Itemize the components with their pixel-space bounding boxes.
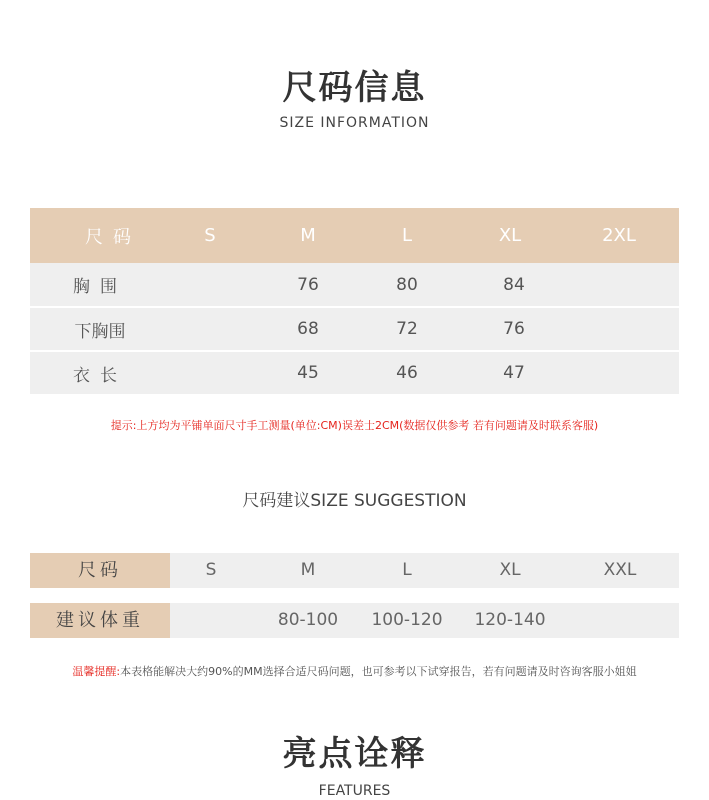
row-label: 胸围: [73, 277, 127, 297]
table-row: [30, 352, 679, 394]
suggestion-size-s: S: [205, 560, 217, 580]
suggestion-size-xl: XL: [499, 560, 521, 580]
tip-prefix: 温馨提醒:: [72, 665, 121, 678]
suggestion-size-row: [30, 553, 679, 588]
size-table: [30, 208, 679, 394]
suggestion-title: 尺码建议SIZE SUGGESTION: [242, 491, 467, 511]
features-title: 亮点诠释: [282, 734, 427, 774]
page-subtitle: SIZE INFORMATION: [279, 115, 430, 131]
table-cell: 84: [503, 274, 525, 295]
table-cell: 46: [396, 363, 418, 383]
suggestion-size-l: L: [402, 560, 412, 580]
table-row: [30, 263, 679, 306]
table-cell: 76: [297, 274, 319, 295]
table-cell: 68: [297, 319, 319, 339]
weight-cell: 120-140: [474, 610, 546, 630]
suggestion-weight-label: 建议体重: [30, 603, 170, 638]
table-cell: 47: [503, 363, 525, 383]
features-header: [0, 734, 709, 800]
size-header-s: S: [204, 225, 216, 246]
size-header-l: L: [401, 225, 413, 246]
tip-text: 本表格能解决大约90%的MM选择合适尺码问题，也可参考以下试穿报告，若有问题请及时咨询客服小姐姐: [120, 665, 637, 678]
features-subtitle: FEATURES: [318, 783, 391, 799]
suggestion-size-xxl: XXL: [603, 560, 637, 580]
weight-cell: [570, 603, 670, 638]
page-title: 尺码信息: [282, 68, 427, 108]
table-cell: 80: [396, 274, 418, 295]
tip-note: [0, 664, 709, 680]
size-header-m: M: [300, 225, 316, 246]
suggestion-size-m: M: [300, 560, 316, 580]
table-cell: 76: [503, 319, 525, 339]
measurement-note: 提示:上方均为平铺单面尺寸手工测量(单位:CM)误差士2CM(数据仅供参考 若有问题请及时联系客服): [110, 419, 599, 432]
row-label: 衣长: [73, 365, 127, 386]
size-header-xl: XL: [498, 225, 522, 246]
table-cell: 45: [297, 363, 319, 383]
weight-cell: 100-120: [371, 610, 443, 630]
table-cell: 72: [396, 319, 418, 339]
row-label: 下胸围: [74, 321, 126, 342]
size-info-header: [0, 68, 709, 132]
size-header-label: 尺码: [85, 226, 141, 248]
size-table-header: [30, 208, 679, 263]
weight-cell: 80-100: [277, 610, 339, 630]
weight-cell: [161, 603, 261, 638]
suggestion-size-label: 尺码: [30, 553, 170, 588]
suggestion-weight-row: [30, 603, 679, 638]
size-header-2xl: 2XL: [602, 225, 636, 246]
table-row: [30, 308, 679, 350]
